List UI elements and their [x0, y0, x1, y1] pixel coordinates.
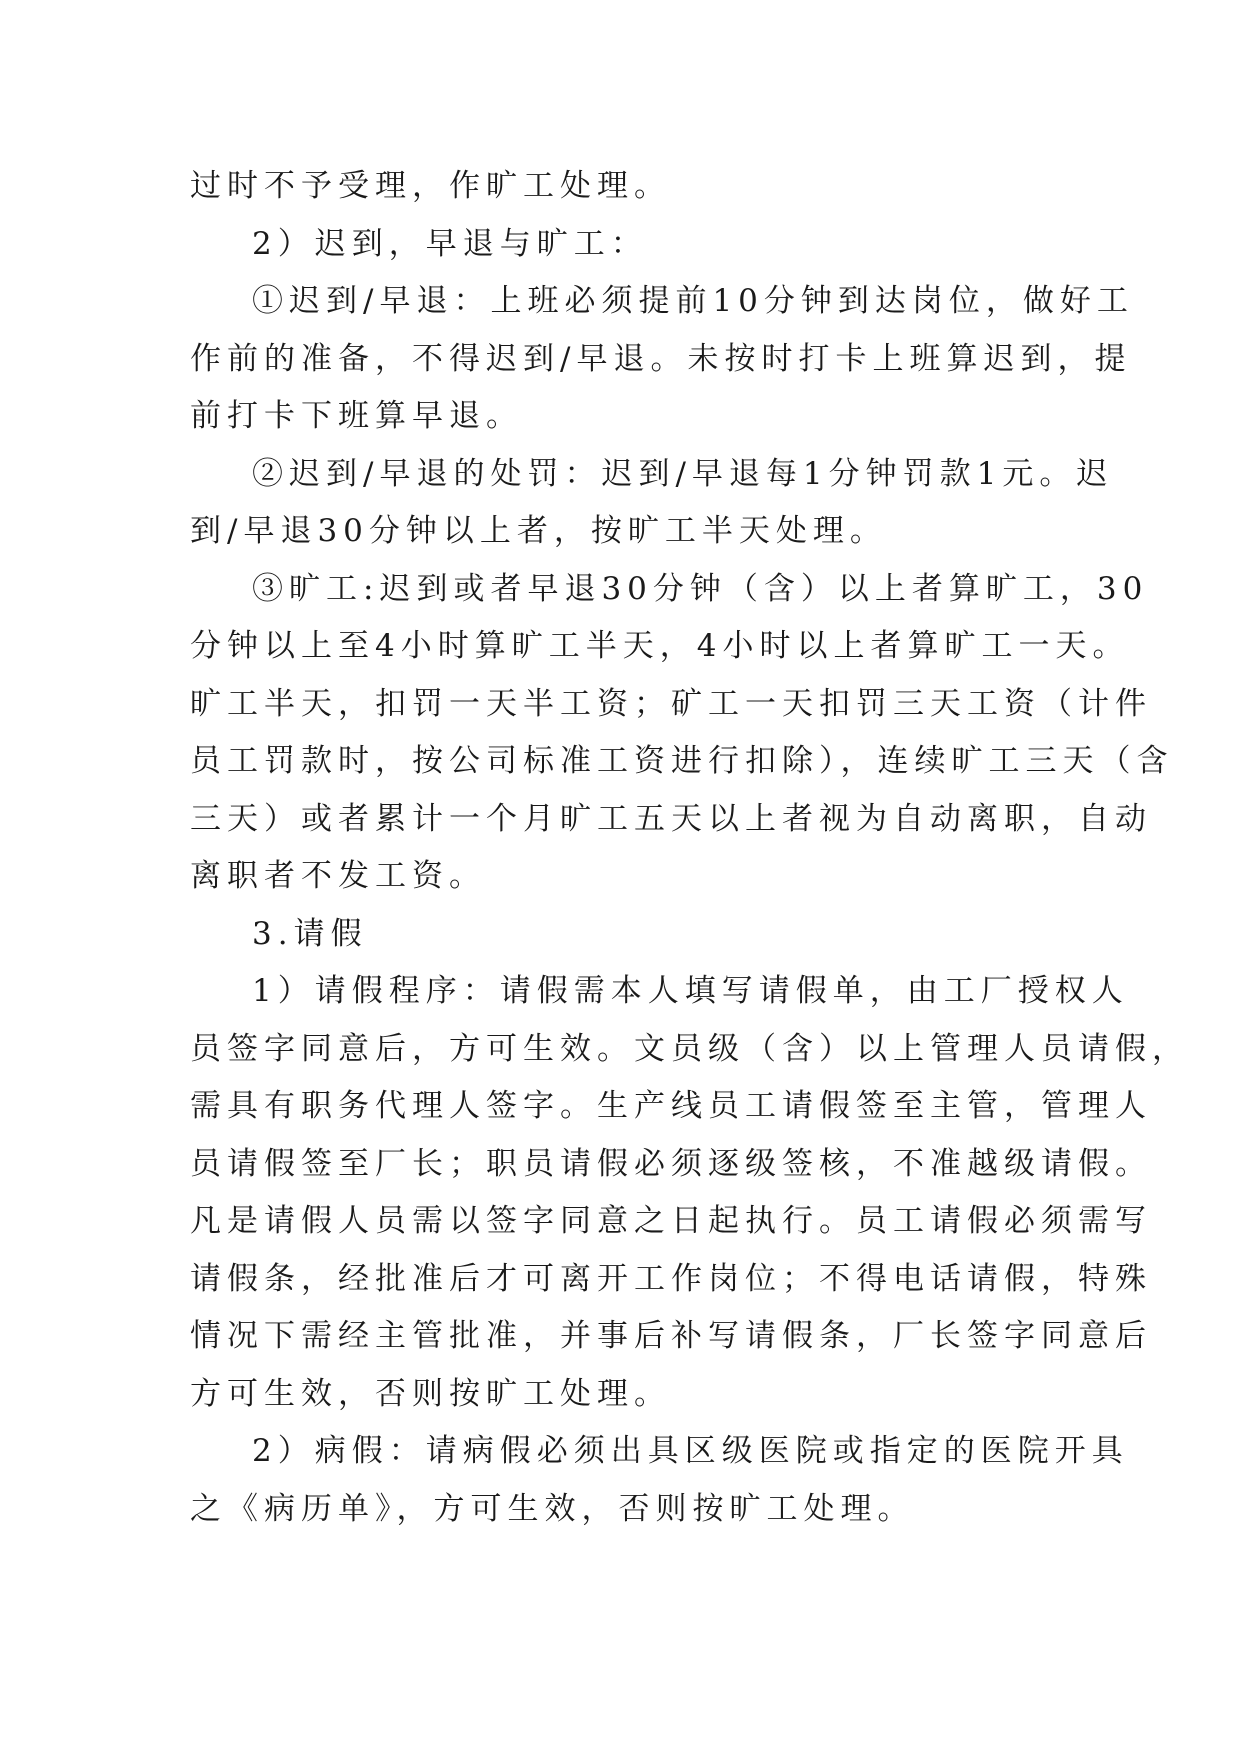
text-line: ③旷工:迟到或者早退30分钟（含）以上者算旷工，30 [252, 570, 1149, 607]
text-line: 过时不予受理，作旷工处理。 [190, 168, 671, 204]
paragraph-late-early-absent-heading [190, 216, 1050, 274]
text-line: 情况下需经主管批准，并事后补写请假条，厂长签字同意后 [190, 1318, 1152, 1354]
text-line: 分钟以上至4小时算旷工半天，4小时以上者算旷工一天。 [190, 628, 1130, 664]
paragraph-leave-heading [190, 906, 1050, 964]
text-line: 3.请假 [252, 915, 368, 952]
paragraph-absence-late-filing [190, 158, 1050, 216]
text-line: 1）请假程序：请假需本人填写请假单，由工厂授权人 [252, 973, 1129, 1009]
text-line: 需具有职务代理人签字。生产线员工请假签至主管，管理人 [190, 1088, 1152, 1124]
text-line: 员签字同意后，方可生效。文员级（含）以上管理人员请假， [190, 1030, 1189, 1067]
text-line: 三天）或者累计一个月旷工五天以上者视为自动离职，自动 [190, 800, 1152, 837]
paragraph-absenteeism [190, 561, 1174, 906]
text-line: 2）迟到，早退与旷工： [252, 225, 648, 262]
text-line: 作前的准备，不得迟到/早退。未按时打卡上班算迟到，提 [190, 340, 1132, 377]
text-line: 凡是请假人员需以签字同意之日起执行。员工请假必须需写 [190, 1203, 1152, 1239]
text-line: 员请假签至厂长；职员请假必须逐级签核，不准越级请假。 [190, 1145, 1152, 1182]
text-line: 之《病历单》，方可生效，否则按旷工处理。 [190, 1490, 915, 1527]
paragraph-late-early-definition [190, 273, 1134, 446]
text-line: 离职者不发工资。 [190, 858, 486, 894]
document-body [190, 158, 1189, 1538]
text-line: 请假条，经批准后才可离开工作岗位；不得电话请假，特殊 [190, 1260, 1152, 1297]
text-line: ②迟到/早退的处罚：迟到/早退每1分钟罚款1元。迟 [252, 455, 1114, 492]
text-line: 2）病假：请病假必须出具区级医院或指定的医院开具 [252, 1433, 1129, 1469]
paragraph-leave-procedure [190, 963, 1189, 1423]
text-line: ①迟到/早退：上班必须提前10分钟到达岗位，做好工 [252, 283, 1134, 319]
text-line: 前打卡下班算早退。 [190, 398, 523, 434]
paragraph-late-early-penalty [190, 446, 1114, 561]
text-line: 方可生效，否则按旷工处理。 [190, 1375, 671, 1412]
text-line: 旷工半天，扣罚一天半工资；矿工一天扣罚三天工资（计件 [190, 685, 1152, 722]
text-line: 到/早退30分钟以上者，按旷工半天处理。 [190, 513, 887, 549]
paragraph-sick-leave [190, 1423, 1129, 1538]
text-line: 员工罚款时，按公司标准工资进行扣除），连续旷工三天（含 [190, 743, 1174, 779]
